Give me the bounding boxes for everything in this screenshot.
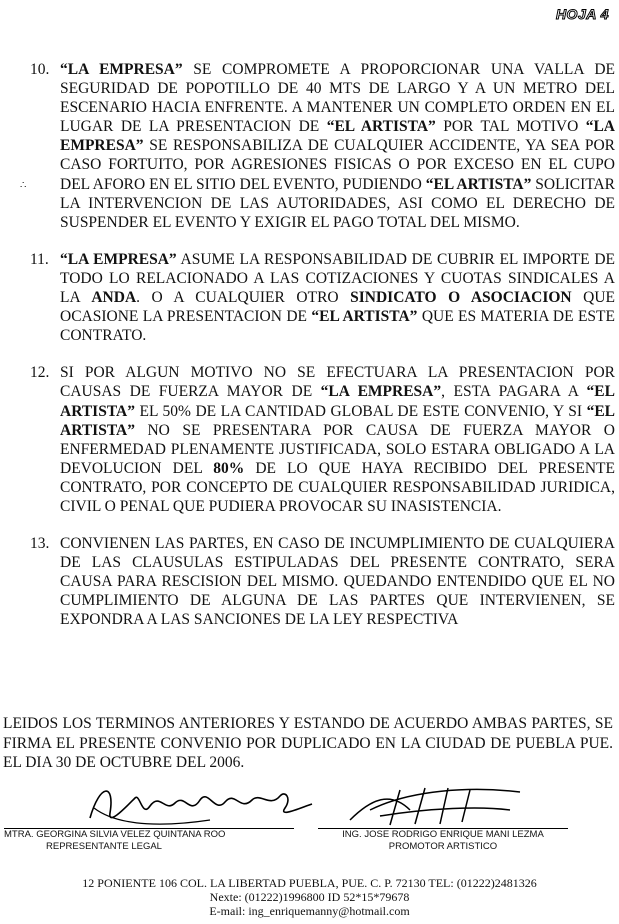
- footer-email: E-mail: ing_enriquemanny@hotmail.com: [209, 904, 410, 918]
- right-signature-block: [318, 790, 568, 853]
- footer-nextel: Nexte: (01222)1996800 ID 52*15*79678: [209, 890, 410, 904]
- clause-bold-term: “EL ARTISTA”: [60, 402, 615, 439]
- clause-10: [30, 60, 615, 232]
- letterhead-footer: [0, 876, 619, 918]
- clause-bold-term: “EL ARTISTA”: [311, 308, 418, 326]
- clause-text-run: EL 50% DE LA CANTIDAD GLOBAL DE ESTE CONVENIO, Y SI: [134, 402, 587, 420]
- clause-text: [60, 60, 615, 232]
- clause-text-run: QUE OCASIONE LA PRESENTACION DE: [60, 289, 616, 326]
- clause-number: 10.: [30, 61, 50, 78]
- right-signer-name: ING. JOSE RODRIGO ENRIQUE MANI LEZMA: [342, 829, 544, 840]
- clause-bold-term: “EL ARTISTA”: [60, 383, 615, 420]
- clause-number: 11.: [30, 250, 49, 268]
- clause-bold-term: “LA EMPRESA”: [60, 250, 177, 268]
- clause-bold-term: “EL ARTISTA”: [425, 175, 532, 193]
- clause-text-run: POR TAL MOTIVO: [435, 118, 586, 136]
- clause-text-run: QUE ES MATERIA DE ESTE CONTRATO.: [60, 308, 615, 345]
- closing-paragraph: LEIDOS LOS TERMINOS ANTERIORES Y ESTANDO DE ACUERDO AMBAS PARTES, SE FIRMA EL PRESENTE CONVENIO POR DUPLICADO EN LA CIUDAD DE PUEBLA PUE. EL DIA 30 DE OCTUBRE DEL 2006.: [3, 715, 613, 772]
- clause-number: 13.: [30, 535, 50, 553]
- right-signer-role: PROMOTOR ARTISTICO: [388, 841, 498, 852]
- clause-text-run: CONVIENEN LAS PARTES, EN CASO DE INCUMPLIMIENTO DE CUALQUIERA DE LAS CLAUSULAS ESTIPULADAS DEL PRESENTE CONTRATO, SERA CAUSA PARA RESCISION DEL MISMO. QUEDANDO ENTENDIDO QUE EL NO CUMPLIMIENTO DE ALGUNA DE LAS PARTES QUE INTERVIENEN, SE EXPONDRA A LAS SANCIONES DE LA LEY RESPECTIVA: [60, 535, 615, 629]
- clause-12: [30, 363, 615, 516]
- left-signer-name: MTRA. GEORGINA SILVIA VELEZ QUINTANA ROO: [4, 829, 226, 840]
- clause-text-run: SE RESPONSABILIZA DE CUALQUIER ACCIDENTE, YA SEA POR CASO FORTUITO, POR AGRESIONES FISICAS O POR EXCESO EN EL CUPO DEL AFORO EN EL SITIO DEL EVENTO, PUDIENDO: [60, 137, 615, 193]
- page-label: HOJA 4: [555, 6, 609, 22]
- clause-text-run: SI POR ALGUN MOTIVO NO SE EFECTUARA LA PRESENTACION POR CAUSAS DE FUERZA MAYOR DE: [60, 364, 615, 401]
- clause-text-run: ASUME LA RESPONSABILIDAD DE CUBRIR EL IMPORTE DE TODO LO RELACIONADO A LAS COTIZACIONES Y CUOTAS SINDICALES A LA: [60, 250, 615, 307]
- clause-bold-term: “LA EMPRESA”: [60, 61, 183, 78]
- clause-bold-term: “LA EMPRESA”: [320, 383, 442, 401]
- clause-text-run: . O A CUALQUIER OTRO: [136, 289, 351, 307]
- left-signer-role: REPRESENTANTE LEGAL: [46, 841, 162, 852]
- clause-bold-term: “EL ARTISTA”: [326, 118, 436, 136]
- clause-text-run: , ESTA PAGARA A: [441, 383, 587, 401]
- scan-speck: ∴: [20, 180, 27, 191]
- clause-bold-term: “LA EMPRESA”: [60, 118, 615, 155]
- footer-address: 12 PONIENTE 106 COL. LA LIBERTAD PUEBLA, PUE. C. P. 72130 TEL: (01222)2481326: [82, 876, 537, 890]
- clause-13: [30, 534, 615, 629]
- clauses-list: [30, 60, 615, 648]
- clause-text-run: NO SE PRESENTARA POR CAUSA DE FUERZA MAYOR O ENFERMEDAD PLENAMENTE JUSTIFICADA, SOLO ESTARA OBLIGADO A LA DEVOLUCION DEL: [60, 421, 615, 477]
- clause-number: 12.: [30, 364, 50, 382]
- clause-text-run: SE COMPROMETE A PROPORCIONAR UNA VALLA DE SEGURIDAD DE POPOTILLO DE 40 MTS DE LARGO Y A UN METRO DEL ESCENARIO HACIA ENFRENTE. A MANTENER UN COMPLETO ORDEN EN EL LUGAR DE LA PRESENTACION DE: [60, 61, 615, 136]
- left-signature-block: [4, 790, 294, 853]
- clause-text-run: SOLICITAR LA INTERVENCION DE LAS AUTORIDADES, ASI COMO EL DERECHO DE SUSPENDER EL EVENTO Y EXIGIR EL PAGO TOTAL DEL MISMO.: [60, 175, 616, 231]
- clause-text: [60, 250, 615, 345]
- clause-text: [60, 534, 615, 629]
- clause-bold-term: ANDA: [91, 289, 137, 307]
- clause-text-run: DE LO QUE HAYA RECIBIDO DEL PRESENTE CONTRATO, POR CONCEPTO DE CUALQUIER RESPONSABILIDAD JURIDICA, CIVIL O PENAL QUE PUDIERA PROVOCAR SU INASISTENCIA.: [60, 459, 615, 515]
- clause-text: [60, 363, 615, 516]
- clause-11: [30, 250, 615, 345]
- clause-bold-term: 80%: [213, 459, 245, 477]
- clause-bold-term: SINDICATO O ASOCIACION: [350, 289, 572, 307]
